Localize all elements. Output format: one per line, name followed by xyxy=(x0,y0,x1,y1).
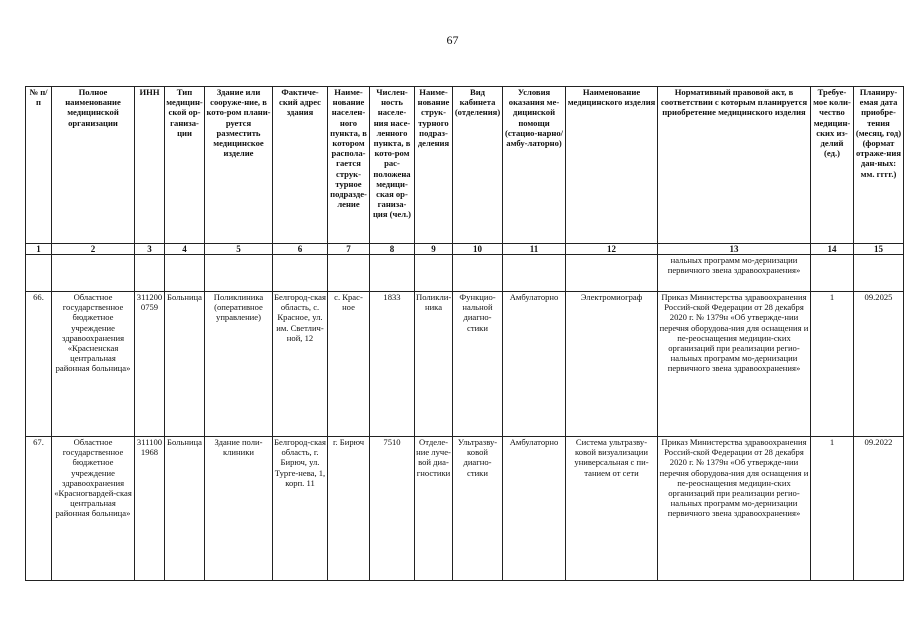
inn: 3111001968 xyxy=(135,437,165,581)
column-number: 12 xyxy=(566,244,658,255)
population: 1833 xyxy=(370,292,415,437)
legal-act: Приказ Министерства здравоохранения Россий-ской Федерации от 28 декабря 2020 г. № 1379н «Об утвержде-нии перечня оборудова-ния для оснащения и пе-реоснащения медицин-ских организаций при реализации регио-нальных программ мо-дернизации первичного звена здравоохранения» xyxy=(658,292,811,437)
row-number: 66. xyxy=(26,292,52,437)
equipment-table xyxy=(25,86,904,581)
subdivision: Поликли-ника xyxy=(415,292,453,437)
column-number: 14 xyxy=(811,244,854,255)
column-number: 13 xyxy=(658,244,811,255)
header-cell: ИНН xyxy=(135,87,165,244)
legal-act: Приказ Министерства здравоохранения Россий-ской Федерации от 28 декабря 2020 г. № 1379н «Об утвержде-нии перечня оборудова-ния для оснащения и пе-реоснащения медицин-ских организаций при реализации регио-нальных программ мо-дернизации первичного звена здравоохранения» xyxy=(658,437,811,581)
header-cell: Наименование медицинского изделия xyxy=(566,87,658,244)
column-number: 3 xyxy=(135,244,165,255)
settlement: с. Крас-ное xyxy=(328,292,370,437)
header-cell: Полное наименование медицинской организации xyxy=(52,87,135,244)
header-cell: Нормативный правовой акт, в соответствии с которым планируется приобретение медицинского изделия xyxy=(658,87,811,244)
conditions: Амбулаторно xyxy=(503,292,566,437)
conditions: Амбулаторно xyxy=(503,437,566,581)
column-number: 5 xyxy=(205,244,273,255)
header-cell: Здание или сооруже-ние, в кото-ром плани-руется разместить медицинское изделие xyxy=(205,87,273,244)
org-type: Больница xyxy=(165,437,205,581)
column-number: 1 xyxy=(26,244,52,255)
settlement: г. Бирюч xyxy=(328,437,370,581)
cabinet: Ультразву-ковой диагно-стики xyxy=(453,437,503,581)
address: Белгород-ская область, с. Красное, ул. им. Светлич-ной, 12 xyxy=(273,292,328,437)
column-number: 9 xyxy=(415,244,453,255)
org-name: Областное государственное бюджетное учреждение здравоохранения «Красненская центральная районная больница» xyxy=(52,292,135,437)
continuation-row xyxy=(26,255,904,292)
quantity: 1 xyxy=(811,437,854,581)
device-name: Система ультразву-ковой визуализации универсальная с пи-танием от сети xyxy=(566,437,658,581)
header-row xyxy=(26,87,904,244)
header-cell: Планиру-емая дата приобре-тения (месяц, год) (формат отраже-ния дан-ных: мм. гггг.) xyxy=(854,87,904,244)
continuation-text: нальных программ мо-дернизации первичного звена здравоохранения» xyxy=(658,255,811,292)
header-cell: № п/п xyxy=(26,87,52,244)
quantity: 1 xyxy=(811,292,854,437)
org-name: Областное государственное бюджетное учреждение здравоохранения «Красногвардей-ская центральная районная больница» xyxy=(52,437,135,581)
cabinet: Функцио-нальной диагно-стики xyxy=(453,292,503,437)
header-cell: Наиме-нование населен-ного пункта, в котором распола-гается струк-турное подразде-ление xyxy=(328,87,370,244)
column-number: 2 xyxy=(52,244,135,255)
column-number: 8 xyxy=(370,244,415,255)
column-number-row xyxy=(26,244,904,255)
header-cell: Вид кабинета (отделения) xyxy=(453,87,503,244)
column-number: 4 xyxy=(165,244,205,255)
header-cell: Фактиче-ский адрес здания xyxy=(273,87,328,244)
header-cell: Условия оказания ме-дицинской помощи (стацио-нарно/амбу-латорно) xyxy=(503,87,566,244)
column-number: 15 xyxy=(854,244,904,255)
building: Поликлиника (оперативное управление) xyxy=(205,292,273,437)
org-type: Больница xyxy=(165,292,205,437)
row-number: 67. xyxy=(26,437,52,581)
inn: 3112000759 xyxy=(135,292,165,437)
table-row xyxy=(26,437,904,581)
header-cell: Наиме-нование струк-турного подраз-деления xyxy=(415,87,453,244)
column-number: 11 xyxy=(503,244,566,255)
column-number: 10 xyxy=(453,244,503,255)
population: 7510 xyxy=(370,437,415,581)
header-cell: Требуе-мое коли-чество медицин-ских из-делий (ед.) xyxy=(811,87,854,244)
column-number: 7 xyxy=(328,244,370,255)
building: Здание поли-клиники xyxy=(205,437,273,581)
header-cell: Тип медицин-ской ор-ганиза-ции xyxy=(165,87,205,244)
table-row xyxy=(26,292,904,437)
purchase-date: 09.2025 xyxy=(854,292,904,437)
purchase-date: 09.2022 xyxy=(854,437,904,581)
address: Белгород-ская область, г. Бирюч, ул. Турге-нева, 1, корп. 11 xyxy=(273,437,328,581)
device-name: Электромиограф xyxy=(566,292,658,437)
page-number: 67 xyxy=(446,33,459,47)
column-number: 6 xyxy=(273,244,328,255)
header-cell: Числен-ность населе-ния насе-ленного пункта, в кото-ром рас-положена медици-ская ор-ганиза-ция (чел.) xyxy=(370,87,415,244)
subdivision: Отделе-ние луче-вой диа-гностики xyxy=(415,437,453,581)
